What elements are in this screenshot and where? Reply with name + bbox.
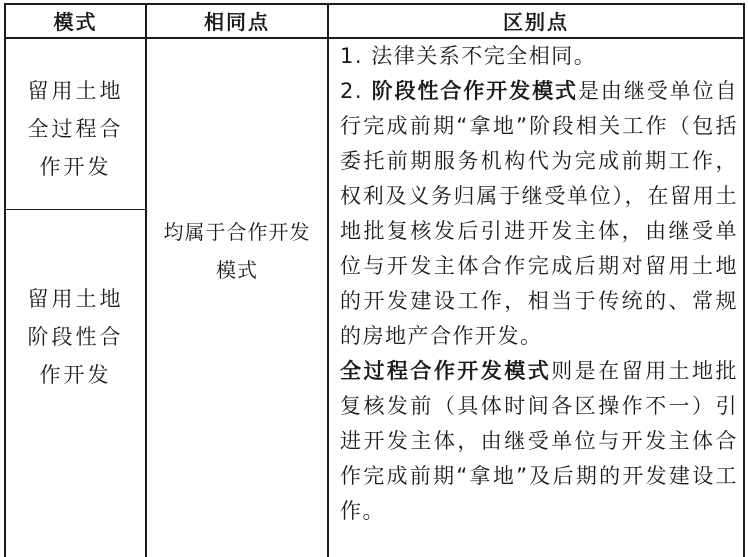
same-point-cell [147,213,327,289]
diff-point-2-text: 是由继受单位自行完成前期“拿地”阶段相关工作（包括委托前期服务机构代为完成前期工作，权利及义务归属于继受单位），在留用土地批复核发后引进开发主体，由继受单位与开发主体合作完成后期对留用土地的开发建设工作，相当于传统的、常规的房地产合作开发。 [340,79,738,348]
same-point-line2: 模式 [216,258,258,282]
diff-point-1: 1. 法律关系不完全相同。 [340,44,597,68]
header-mode: 模式 [53,10,98,34]
mode-phased-line2: 阶段性合 [27,325,124,349]
difference-cell [340,39,738,557]
header-difference: 区别点 [503,10,569,34]
mode-full-process-line3: 作开发 [39,155,112,179]
mode-full-process [6,72,145,186]
mode-phased-line1: 留用土地 [27,287,124,311]
header-same-point: 相同点 [204,10,270,34]
table-right-border [743,3,745,557]
mode-row-divider [4,209,147,210]
col-divider-2 [327,3,329,557]
mode-full-process-line1: 留用土地 [27,79,124,103]
diff-point-2 [340,74,738,354]
diff-point-2-prefix: 2. [340,79,372,103]
mode-phased-line3: 作开发 [39,363,112,387]
mode-phased [6,280,145,394]
diff-point-3-text: 则是在留用土地批复核发前（具体时间各区操作不一）引进开发主体，由继受单位与开发主体合作完成前期“拿地”及后期的开发建设工作。 [340,359,738,523]
same-point-line1: 均属于合作开发 [163,220,311,244]
phased-mode-term: 阶段性合作开发模式 [371,79,578,103]
full-process-mode-term: 全过程合作开发模式 [340,359,552,383]
mode-full-process-line2: 全过程合 [27,117,124,141]
diff-point-3 [340,354,738,529]
